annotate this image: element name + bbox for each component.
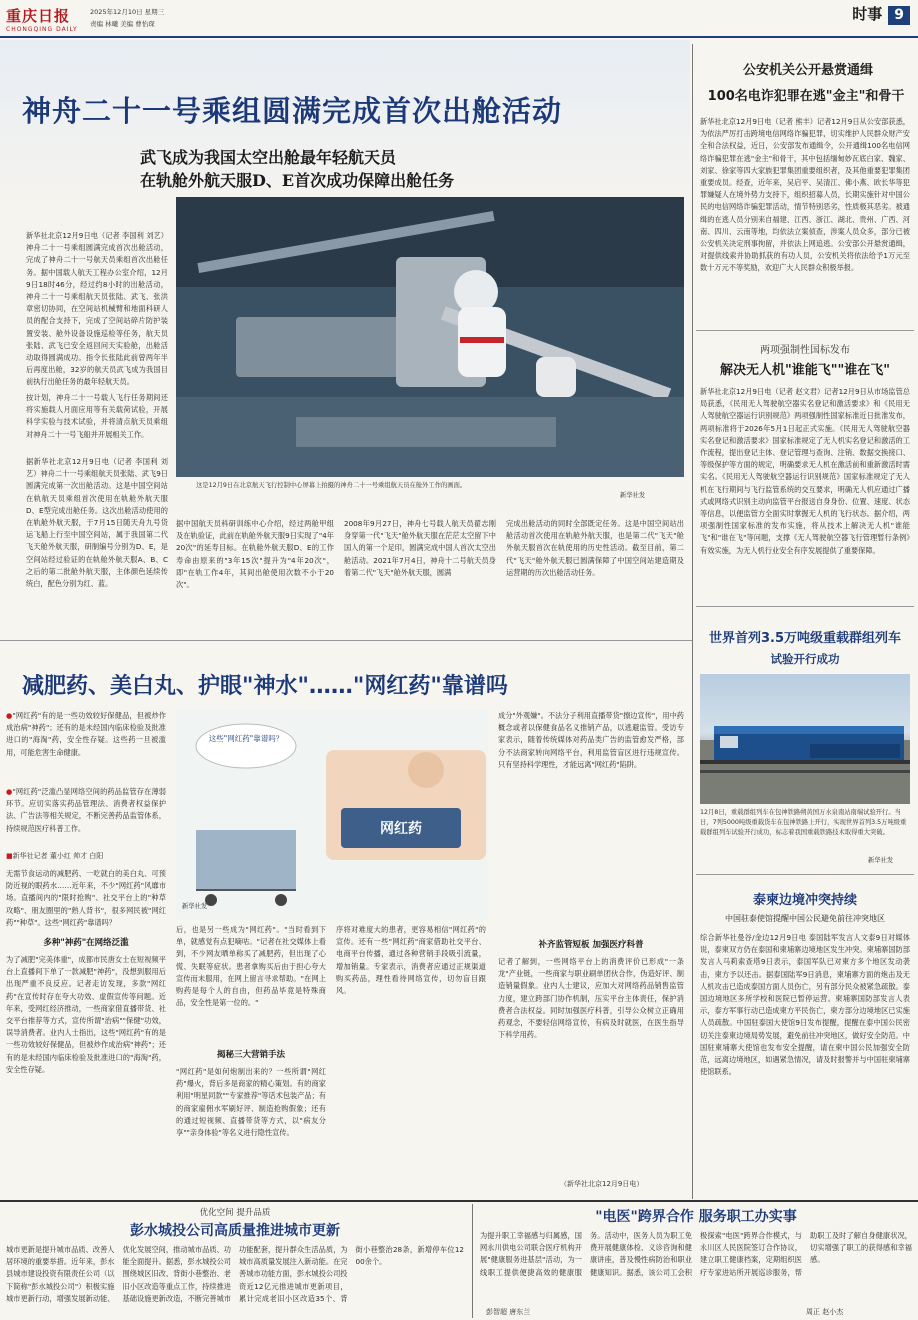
train-illustration — [700, 674, 910, 804]
drone-story — [698, 334, 912, 600]
bullet-dot-icon: ● — [6, 711, 13, 720]
drugs-subhead-1: 多种"神药"在网络泛滥 — [43, 938, 129, 948]
divider — [696, 606, 914, 607]
newspaper-logo-sub: CHONGQING DAILY — [6, 26, 78, 33]
police-headline-1: 公安机关公开悬赏通缉 — [742, 63, 873, 78]
drugs-subhead-2: 揭秘三大营销手法 — [216, 1050, 285, 1060]
footer-left-story — [0, 1202, 470, 1320]
drugs-bullet-2-text: "网红药"泛滥凸显网络空间的药品监管存在薄弱环节。应切实落实药品管理法、消费者权益保护法、广告法等相关规定，不断完善药品监管体系，持续规范医疗科普工作。 — [6, 787, 166, 833]
rail-story — [698, 612, 912, 870]
drugs-col1: 无需节食运动的减肥药、一吃就白的美白丸、可预防近视的眼药水……近年来，不少"网红药"风靡市场。直播间内的"限时抢购"、社交平台上的"种草攻略"、朋友圈里的"熟人背书"，很多网民被"网红药""种草"。这些"网红药"靠谱吗？ — [6, 869, 166, 927]
drugs-col4: 成分"外观嫌"。不法分子利用直播带货"擦边宣传"，用中药概念或者以保健食品名义推销产品，以逃避监管。受访专家表示，随着传统媒体对药品类广告的监管愈发严格，部分不法商家转向网络平台，利用监管盲区进行违规宣传。只有坚持科学理性，才能远离"网红药"陷阱。 — [498, 711, 684, 769]
section-name: 时事 — [852, 5, 883, 23]
police-story — [698, 44, 912, 324]
drugs-bullet-1 — [6, 710, 166, 782]
lead-body-left-2: 按计划，神舟二十一号载人飞行任务期间还将实施载人月面应用等有关载荷试验，开展科学实验与技术试验，并将清点航天员乘组对神舟二十一号飞船并开展相关工作。 — [26, 393, 168, 439]
illustration-credit: 新华社发 — [182, 903, 208, 910]
border-body: 综合新华社曼谷/金边12月9日电 泰国陆军发言人文泰9日对媒体说，泰柬双方仍在泰国和柬埔寨边境地区发生冲突。柬埔寨国防部发言人马莉索查塔9日表示，泰国军队已对柬方多个地区发动袭击，柬方予以还击。据泰国陆军9日消息，柬埔寨方面的炮击及无人机攻击已造成泰国方面人员伤亡，另有部分民众被紧急疏散。泰国边境地区多所学校和医院已暂停运营。柬埔寨国防部发言人表示，泰方军事行动已造成柬方平民伤亡，柬方部分边境地区已实施人员疏散。中国驻泰国大使馆9日发布提醒，提醒在泰中国公民密切关注泰柬边境局势发展，避免前往冲突地区，做好安全防范。中国驻柬埔寨大使馆也发布安全提醒，请在柬中国公民加强安全防范，远离边境地区，如遇紧急情况，请及时报警并与中国驻柬埔寨使馆联系。 — [700, 933, 910, 1077]
bullet-dot-icon: ● — [6, 787, 13, 796]
drugs-story — [0, 642, 690, 1198]
lead-headline: 神舟二十一号乘组圆满完成首次出舱活动 — [22, 94, 563, 128]
lead-body-c1: 据中国航天员科研训练中心介绍，经过两舱甲组及在轨验证，此前在轨舱外航天服9日实现了"4年20次"的延寿目标。在轨舱外航天服D、E的工作寿命由原来的"3年15次"提升为"4年20次"，即"在轨工作4年，其间出舱使用次数不小于20次"。 — [176, 519, 334, 590]
drugs-byline-text: 新华社记者 董小红 帅才 白阳 — [12, 852, 104, 860]
drugs-col3: 序将对难度大的患者，更容易相信"网红药"的宣传。还有一些"网红药"商家借助社交平台、电商平台传播，通过各种营销手段吸引流量，增加销量。专家表示，消费者应通过正规渠道购买药品，理性看待网络宣传，切勿盲目跟风。 — [336, 925, 486, 996]
lead-body-c3: 完成出舱活动的同时全部既定任务。这是中国空间站出舱活动首次使用在轨舱外航天服，也是第二代"飞天"舱外航天服首次在轨使用的历史性活动。截至目前，第二代"飞天"舱外航天服已圆满保障了中国空间站建造期及运营期的历次出舱活动任务。 — [506, 519, 684, 577]
footer-right-story — [476, 1202, 916, 1320]
lead-photo-credit: 新华社发 — [620, 492, 646, 499]
drugs-col1b: 为了减肥"完美体重"，成都市民唐女士在短视频平台上直播间下单了一款减肥"神药"，没想到服用后出现严重不良反应。记者走访发现，多款"网红药"在宣传时存在夸大功效、虚假宣传等问题。近年来，受网红经济推动，一些商家借直播带货、社交平台推荐等方式，宣传所谓"治病""保健"功效，误导消费者。业内人士指出，这些"网红药"有的是一些功效较好保健品，但被炒作成治病"神药"；还有的是未经国内临床检验及批准进口的"海淘"药，安全性存疑。 — [6, 955, 166, 1074]
page-editors: 责编 林曦 美编 曹怡琛 — [90, 20, 155, 28]
drugs-col2b: "网红药"是如何炮制出来的？一些所谓"网红药"爆火，背后多是商家的精心策划。有的商家利用"明星同款""专家推荐"等话术包装产品；有的商家雇佣水军刷好评、制造抢购假象；还有的通过短视频、直播带货等方式，以"病友分享""亲身体验"等名义进行隐性宣传。 — [176, 1067, 326, 1138]
divider — [696, 330, 914, 331]
lead-story — [0, 40, 690, 638]
drugs-subhead-3: 补齐监管短板 加强医疗科普 — [538, 940, 644, 950]
column-divider — [692, 44, 693, 1199]
rail-headline-2: 试验开行成功 — [770, 652, 840, 666]
lead-body-c2: 2008年9月27日，神舟七号载人航天员翟志刚身穿第一代"飞天"舱外航天服在茫茫太空留下中国人的第一个足印，圆满完成中国人首次太空出舱活动。2021年7月4日，神舟十二号航天员身着第二代"飞天"舱外航天服，圆满 — [344, 519, 496, 577]
rail-credit: 新华社发 — [868, 857, 894, 864]
page-number: 9 — [888, 6, 910, 25]
drone-kicker: 两项强制性国标发布 — [760, 345, 850, 356]
footer-divider — [472, 1204, 473, 1318]
footer-right-byline: 彭智超 唐东兰 — [486, 1308, 531, 1316]
newspaper-logo: 重庆日报 — [6, 7, 71, 25]
drugs-credit: （新华社北京12月9日电） — [560, 1180, 644, 1188]
police-headline-2: 100名电诈犯罪在逃"金主"和骨干 — [707, 89, 905, 104]
police-body: 新华社北京12月9日电（记者 熊丰）记者12月9日从公安部获悉，为依法严厉打击跨境电信网络诈骗犯罪，切实维护人民群众财产安全和合法权益，近日，公安部发布通缉令，公开通缉100名电信网络诈骗犯罪在逃"金主"和骨干，其中包括缅甸妙瓦底白家、魏家、刘家、徐家等四大家族犯罪集团重要组织者，及其他重要犯罪集团重要成员。经查，近年来，吴启平、吴清江、佛小燕、欧长华等犯罪嫌疑人在境外势力支持下，组织招募人员，长期实施针对中国公民的电信网络诈骗犯罪活动，情节特别恶劣，性质极其恶劣。被通缉的在逃人员分别来自福建、江西、浙江、湖北、贵州、广西、河南、四川、云南等地，均依法立案侦查，涉案人员众多，部分已被公安机关决定刑事拘留，并依法上网追逃。公安部公开悬赏通缉，对提供线索并协助抓获的有功人员，公安机关将依法给予1万元至数十万元不等奖励，欢迎广大人民群众积极举报。 — [700, 117, 910, 273]
drugs-illustration — [176, 710, 488, 920]
illustration-sign-text: 网红药 — [380, 821, 422, 837]
rail-photo-train — [700, 674, 910, 804]
drone-headline: 解决无人机"谁能飞""谁在飞" — [719, 363, 891, 378]
rail-headline-1: 世界首列3.5万吨级重载群组列车 — [708, 631, 902, 646]
lead-subhead-2: 在轨舱外航天服D、E首次成功保障出舱任务 — [140, 171, 455, 190]
footer-left-headline: 彭水城投公司高质量推进城市更新 — [130, 1223, 340, 1239]
byline-marker-icon: ■ — [6, 852, 13, 860]
border-story — [698, 878, 912, 1198]
spacewalk-illustration — [176, 197, 684, 477]
border-subhead: 中国驻泰使馆提醒中国公民避免前往冲突地区 — [725, 914, 885, 923]
drone-body: 新华社北京12月9日电（记者 赵文君）记者12月9日从市场监管总局获悉，《民用无人驾驶航空器实名登记和激活要求》和《民用无人驾驶航空器运行识别规范》两项强制性国家标准近日批准发布，两项标准将于2026年5月1日起正式实施。《民用无人驾驶航空器实名登记和激活要求》国家标准规定了无人机实名登记和激活的工作流程，提出登记主体、登记管理与查询、注销、数据交换接口、等级保护等方面的规定，明确要求无人机在激活前和重新激活时需实名。《民用无人驾驶航空器运行识别规范》国家标准规定了无人机在飞行期间与飞行监管系统的交互要求，明确无人机应通过广播式或网络式识别主动向监管平台报送自身身份、位置、速度、状态等信息，以便监管方全面实时掌握无人机的飞行状态。据介绍，两项强制性国家标准的发布实施，将从技术上解决无人机"谁能飞"和"谁在飞"等问题，支撑《无人驾驶航空器飞行管理暂行条例》有效实施，为无人机行业安全有序发展提供了重要保障。 — [700, 387, 910, 555]
lead-body-left: 新华社北京12月9日电（记者 李国利 刘艺）神舟二十一号乘组圆满完成首次出舱活动，完成了神舟二十一号航天员乘组首次出舱任务。据中国载人航天工程办公室介绍，12月9日18时46分，经过约8小时的出舱活动，神舟二十一号乘组航天员张陆、武飞、张洪章密切协同，在空间站机械臂和地面科研人员的配合支持下，完成了空间站碎片防护装置安装、舱外设备设施巡检等任务，航天员张陆、武飞已安全返回问天实验舱，出舱活动取得圆满成功。指令长张陆此前曾两年半后再度出舱，32岁的航天员武飞成为我国目前执行出舱任务的最年轻航天员。 — [26, 231, 168, 387]
lead-photo-caption: 这是12月9日在北京航天飞行控制中心屏幕上拍摄的神舟二十一号乘组航天员在舱外工作的画面。 — [196, 482, 467, 489]
footer-left-kicker: 优化空间 提升品质 — [199, 1208, 271, 1218]
drugs-byline — [6, 852, 166, 862]
drugs-col4b: 记者了解到，一些网络平台上的消费评价已形成"一条龙"产业链，一些商家与职业刷单团伙合作，伪造好评、制造销量假象。业内人士建议，应加大对网络药品销售监管力度，建立跨部门协作机制，压实平台主体责任，保护消费者合法权益。同时加强医疗科普，引导公众树立正确用药观念，不要轻信网络宣传，有病及时就医，在医生指导下科学用药。 — [498, 957, 684, 1040]
footer-right-headline: "电医"跨界合作 服务职工办实事 — [595, 1209, 797, 1225]
illustration-bubble-text: 这些"网红药"靠谱吗？ — [208, 734, 284, 743]
masthead-rule — [0, 36, 918, 38]
lead-photo-spacewalk — [176, 197, 684, 477]
rail-caption: 12月8日，重载群组列车在包神铁路朔黄国万水泉南站南端试验开行。当日，7列5000吨级重载货车在包神铁路上开行，实现世界首列3.5万吨级重载群组列车试验开行成功，标志着我国重载铁路技术取得重大突破。 — [700, 809, 907, 836]
footer-left-body: 城市更新是提升城市品质、改善人居环境的重要举措。近年来，彭水县城市建设投资有限责任公司（以下简称"彭水城投公司"）积极实施城市更新行动，增强发展新动能、优化发展空间，推动城市品质、功能全面提升。据悉，彭水城投公司围绕城区旧改、背街小巷整治、老旧小区改造等重点工作，持续推进基础设施更新改造，不断完善城市功能配套，提升群众生活品质，为城市高质量发展注入新动能。在完善城市功能方面，彭水城投公司投资近12亿元推进城市更新项目，累计完成老旧小区改造35个、背街小巷整治28条，新增停车位1200余个。 — [6, 1245, 464, 1303]
border-headline: 泰柬边境冲突持续 — [752, 893, 857, 908]
drugs-bullet-2 — [6, 786, 166, 846]
lead-subhead-1: 武飞成为我国太空出舱最年轻航天员 — [140, 148, 397, 167]
drugs-bullet-1-text: "网红药"有的是一些功效较好保健品，但被炒作成治病"神药"；还有的是未经国内临床检验及批准进口的"海淘"药，安全性存疑。这些药一旦被滥用，可能危害生命健康。 — [6, 711, 166, 757]
drugs-headline: 减肥药、美白丸、护眼"神水"……"网红药"靠谱吗 — [22, 674, 508, 699]
section-tab — [852, 4, 910, 25]
divider — [696, 874, 914, 875]
drugs-col2: 后，也是另一些成为"网红药"。"当时看到下单，就感觉有点犯嘀咕。"记者在社交媒体上看到，不少网友晒单称买了减肥药，但出现了心慌、失眠等症状。患者拿购买后由于担心夸大宣传而未服用，在网上留言寻求帮助。"在网上购药是每个人的自由，但药品毕竟是特殊商品，安全性是第一位的。" — [176, 925, 326, 1008]
divider — [0, 640, 692, 641]
issue-date: 2025年12月10日 星期三 — [90, 8, 165, 16]
lead-body-left-3: 据新华社北京12月9日电（记者 李国利 刘艺）神舟二十一号乘组航天员张陆、武飞9日圆满完成第一次出舱活动。这是中国空间站在轨航天员乘组首次使用在轨舱外航天服D、E型完成出舱任务。这次出舱活动使用的在轨舱外航天服，于7月15日随天舟九号货运飞船上行至中国空间站，属于我国第二代飞天舱外航天服，研制编号分别为D、E，是空间站经过验证的在轨舱外航天服A、B、C之后的第二批舱外航天服，主体颜色延续传统白，配色分别为红、蓝。 — [26, 457, 168, 589]
footer-right-byline-2: 周正 赵小杰 — [806, 1308, 844, 1316]
footer-right-body: 为提升职工幸福感与归属感，国网永川供电公司联合医疗机构开展"健康服务进基层"活动，为一线职工提供便捷高效的健康服务。活动中，医务人员为职工免费开展健康体检、义诊咨询和健康讲座，普及慢性病防治和职业健康知识。据悉，该公司工会积极探索"电医"跨界合作模式，与永川区人民医院签订合作协议，建立职工健康档案，定期组织医疗专家进站所开展巡诊服务，帮助职工及时了解自身健康状况，切实增强了职工的获得感和幸福感。 — [480, 1231, 912, 1277]
